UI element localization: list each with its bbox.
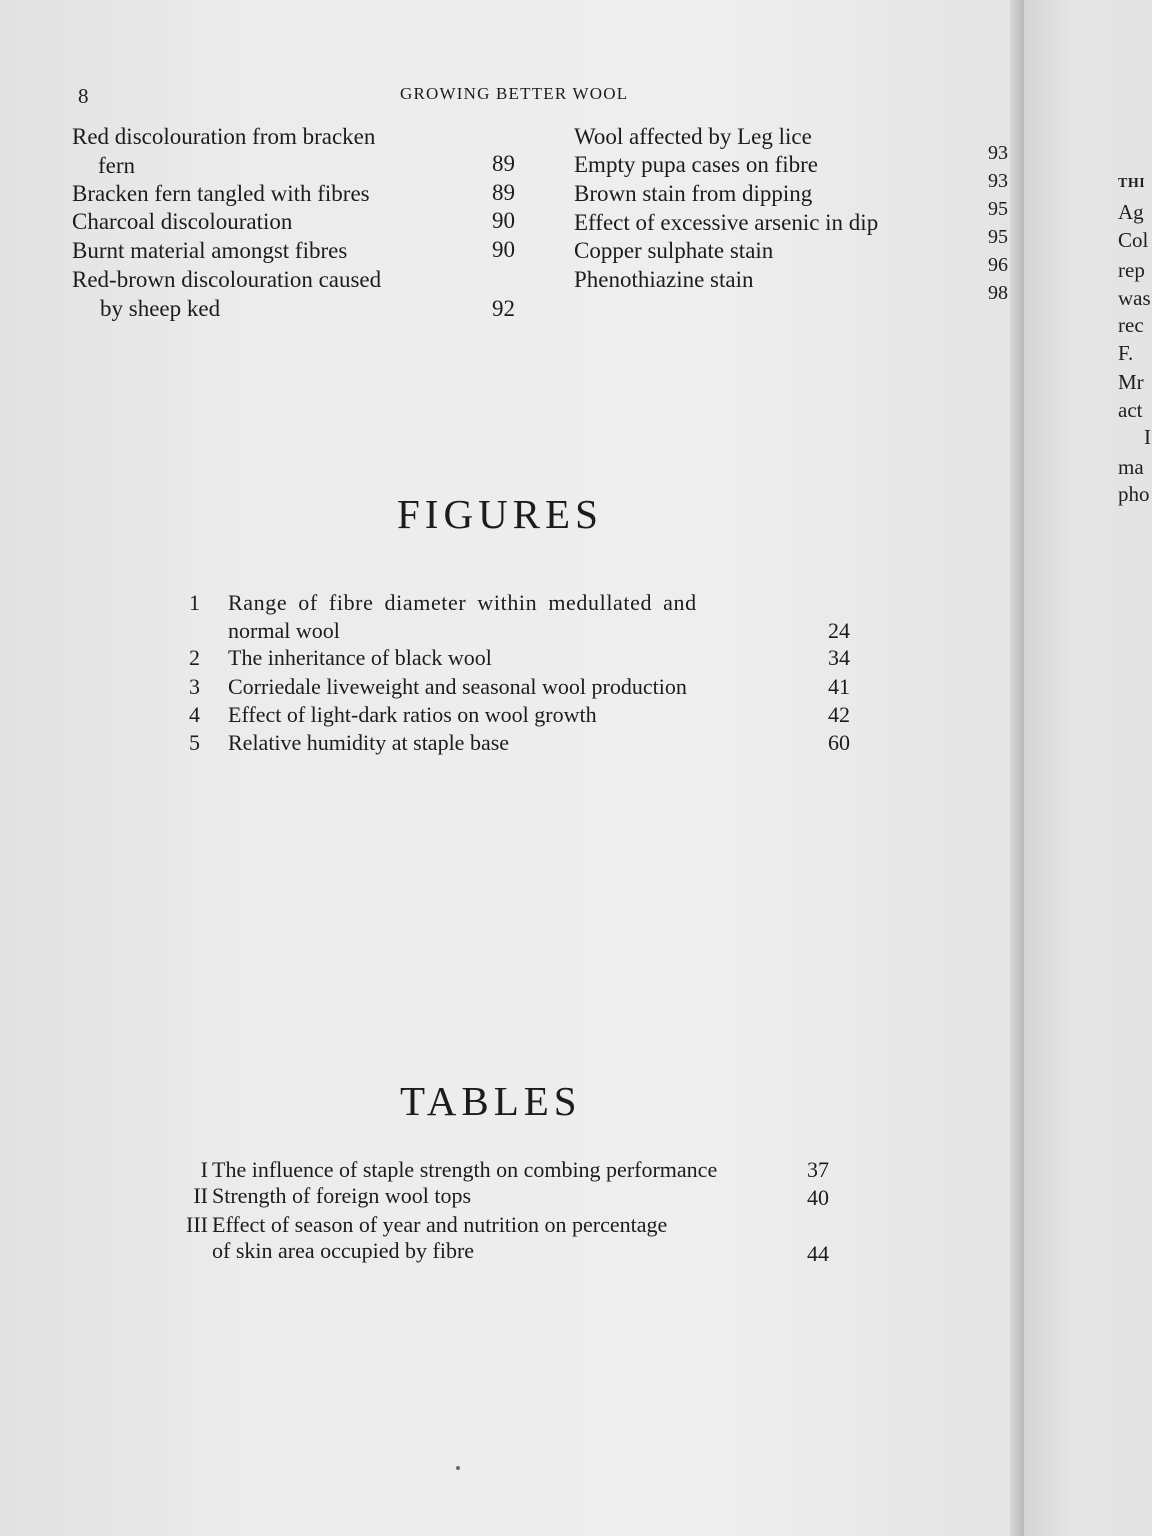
table-title: Effect of season of year and nutrition on percentage (212, 1212, 668, 1237)
facing-text-fragment: ma (1118, 455, 1144, 479)
plate-entry: Empty pupa cases on fibre (574, 152, 818, 177)
table-number: II (193, 1183, 208, 1208)
plate-entry: Brown stain from dipping (574, 181, 813, 206)
facing-text-fragment: I (1144, 425, 1151, 449)
figure-page: 24 (828, 618, 850, 643)
page-number: 8 (78, 84, 89, 108)
tables-heading: TABLES (400, 1078, 582, 1124)
facing-text-fragment: THI (1118, 176, 1146, 191)
table-number: I (200, 1157, 208, 1182)
plate-page: 92 (492, 296, 515, 321)
table-title: The influence of staple strength on combing performance (212, 1157, 718, 1182)
plate-entry: Red discolouration from bracken (72, 124, 376, 149)
plate-entry: Bracken fern tangled with fibres (72, 181, 370, 206)
figure-number: 3 (189, 674, 200, 699)
plate-page: 95 (988, 226, 1008, 248)
plate-entry: by sheep ked (100, 296, 221, 321)
plate-entry: Red-brown discolouration caused (72, 267, 382, 292)
page-speck (456, 1466, 460, 1470)
table-page: 40 (807, 1185, 829, 1210)
figure-title: The inheritance of black wool (228, 645, 492, 670)
figure-number: 5 (189, 730, 200, 755)
figure-number: 1 (189, 590, 200, 615)
plate-page: 95 (988, 198, 1008, 220)
facing-text-fragment: Ag (1118, 200, 1144, 224)
figure-title: Corriedale liveweight and seasonal wool production (228, 674, 687, 699)
table-page: 44 (807, 1241, 829, 1266)
table-title-cont: of skin area occupied by fibre (212, 1238, 475, 1263)
figure-number: 4 (189, 702, 200, 727)
facing-text-fragment: pho (1118, 482, 1150, 506)
table-number: III (186, 1212, 208, 1237)
plate-entry: fern (98, 153, 136, 178)
plate-page: 96 (988, 254, 1008, 276)
facing-page (1024, 0, 1152, 1536)
plate-page: 98 (988, 282, 1008, 304)
figure-page: 41 (828, 674, 850, 699)
table-title: Strength of foreign wool tops (212, 1183, 472, 1208)
figure-title: Range of fibre diameter within medullated and (228, 590, 697, 615)
facing-text-fragment: F. (1118, 341, 1134, 365)
facing-text-fragment: act (1118, 398, 1143, 422)
figure-title: Relative humidity at staple base (228, 730, 510, 755)
plate-entry: Effect of excessive arsenic in dip (574, 210, 879, 235)
plate-entry: Burnt material amongst fibres (72, 238, 348, 263)
facing-text-fragment: Mr (1118, 370, 1144, 394)
plate-entry: Wool affected by Leg lice (574, 124, 812, 149)
facing-text-fragment: Col (1118, 228, 1149, 252)
figure-number: 2 (189, 645, 200, 670)
figure-title: Effect of light-dark ratios on wool growth (228, 702, 597, 727)
figure-page: 60 (828, 730, 850, 755)
plate-page: 90 (492, 208, 515, 233)
plate-page: 89 (492, 180, 515, 205)
plate-entry: Copper sulphate stain (574, 238, 774, 263)
plate-entry: Phenothiazine stain (574, 267, 754, 292)
running-head: GROWING BETTER WOOL (400, 84, 629, 103)
facing-text-fragment: was (1118, 286, 1151, 310)
plate-page: 93 (988, 142, 1008, 164)
figure-page: 42 (828, 702, 850, 727)
plate-page: 93 (988, 170, 1008, 192)
figures-heading: FIGURES (397, 491, 603, 537)
plate-page: 89 (492, 151, 515, 176)
table-page: 37 (807, 1157, 829, 1182)
figure-page: 34 (828, 645, 850, 670)
plate-entry: Charcoal discolouration (72, 209, 293, 234)
facing-text-fragment: rec (1118, 313, 1144, 337)
facing-text-fragment: rep (1118, 258, 1145, 282)
book-gutter (1010, 0, 1024, 1536)
figure-title-cont: normal wool (228, 618, 340, 643)
plate-page: 90 (492, 237, 515, 262)
